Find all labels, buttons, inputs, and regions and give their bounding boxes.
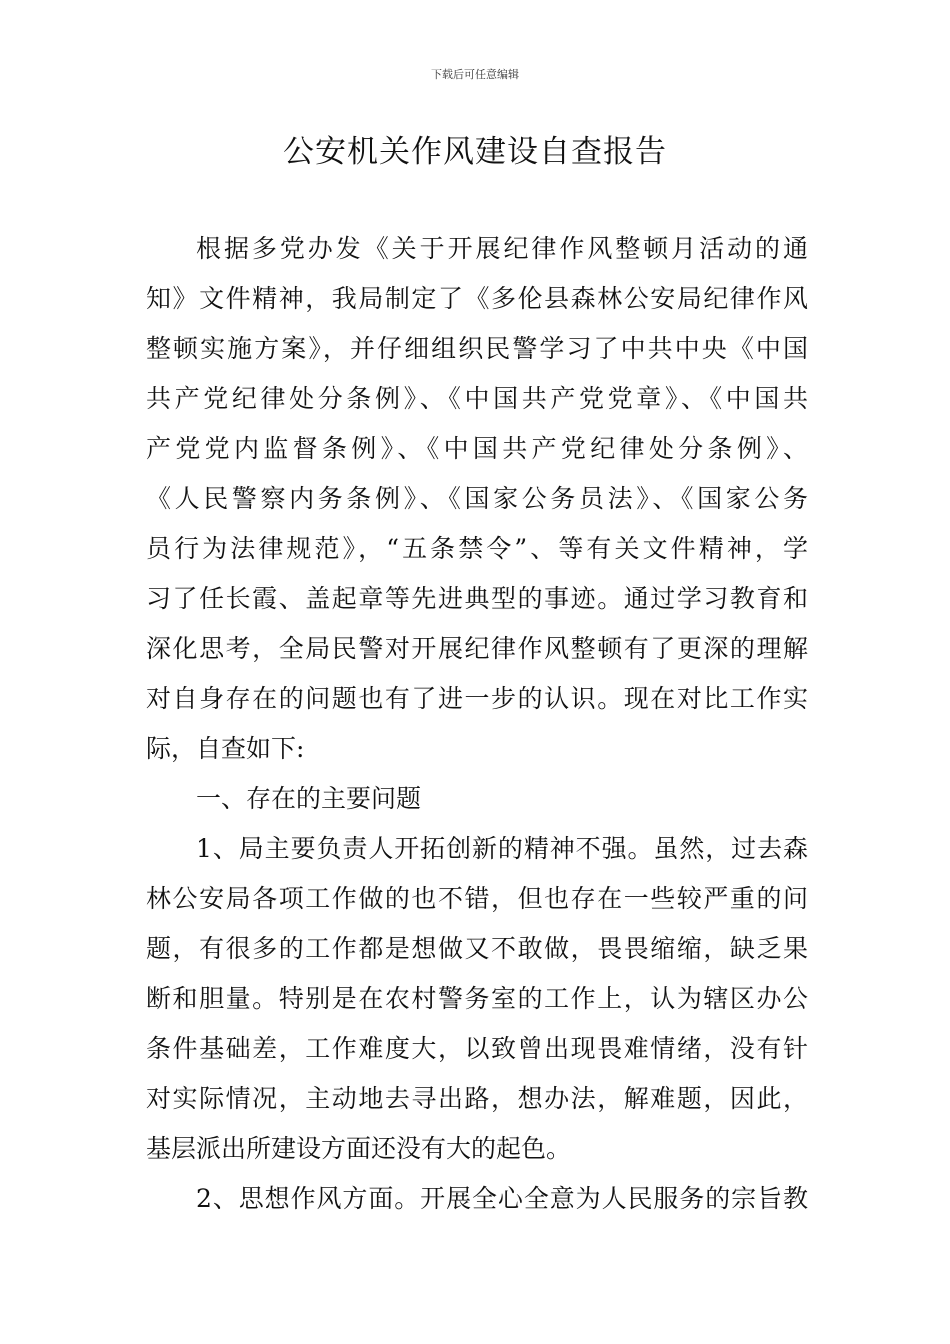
body-line: 2、思想作风方面。开展全心全意为人民服务的宗旨教 xyxy=(196,1184,808,1213)
body-line: 断和胆量。特别是在农村警务室的工作上，认为辖区办公 xyxy=(146,984,808,1013)
body-line: 《人民警察内务条例》、《国家公务员法》、《国家公务 xyxy=(146,484,808,513)
body-line: 习了任长霞、盖起章等先进典型的事迹。通过学习教育和 xyxy=(146,584,808,613)
body-line: 共产党纪律处分条例》、《中国共产党党章》、《中国共 xyxy=(146,384,808,413)
body-line: 知》文件精神，我局制定了《多伦县森林公安局纪律作风 xyxy=(146,284,808,313)
body-line: 条件基础差，工作难度大，以致曾出现畏难情绪，没有针 xyxy=(146,1034,808,1063)
body-line: 际，自查如下: xyxy=(146,734,305,763)
body-line: 林公安局各项工作做的也不错，但也存在一些较严重的问 xyxy=(146,884,808,913)
document-body xyxy=(146,224,808,1224)
body-line: 题，有很多的工作都是想做又不敢做，畏畏缩缩，缺乏果 xyxy=(146,934,808,963)
section-heading: 一、存在的主要问题 xyxy=(196,784,422,813)
body-line: 基层派出所建设方面还没有大的起色。 xyxy=(146,1134,572,1163)
document-title: 公安机关作风建设自查报告 xyxy=(283,134,667,170)
body-line: 对实际情况，主动地去寻出路，想办法，解难题，因此， xyxy=(146,1084,808,1113)
body-line: 对自身存在的问题也有了进一步的认识。现在对比工作实 xyxy=(146,684,808,713)
body-line: 员行为法律规范》，“五条禁令”、等有关文件精神，学 xyxy=(146,534,808,563)
body-line: 深化思考，全局民警对开展纪律作风整顿有了更深的理解 xyxy=(146,634,808,663)
body-line: 根据多党办发《关于开展纪律作风整顿月活动的通 xyxy=(196,234,808,263)
body-line: 产党党内监督条例》、《中国共产党纪律处分条例》、 xyxy=(146,434,808,463)
body-line: 1、局主要负责人开拓创新的精神不强。虽然，过去森 xyxy=(196,834,808,863)
header-note: 下载后可任意编辑 xyxy=(431,68,519,81)
body-line: 整顿实施方案》，并仔细组织民警学习了中共中央《中国 xyxy=(146,334,808,363)
